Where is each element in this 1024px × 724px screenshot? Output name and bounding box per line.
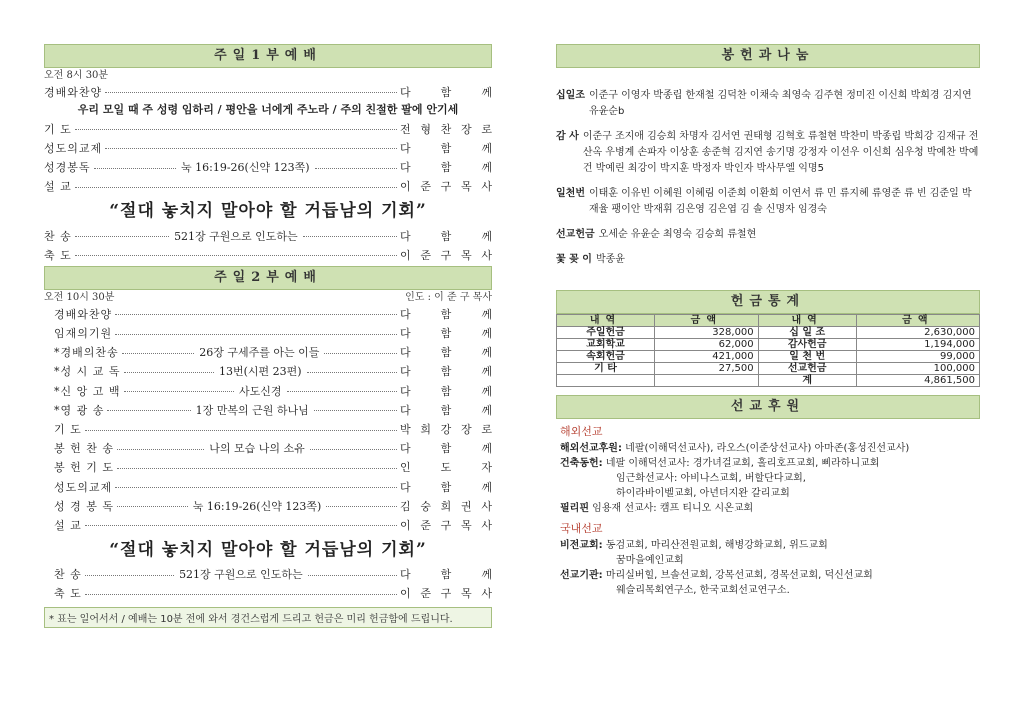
mission-text: 하이라바이벨교회, 아년더지완 갈리교회 <box>616 488 790 499</box>
dot-leader <box>115 314 397 315</box>
performer-char: 께 <box>481 85 492 99</box>
stats-row <box>557 339 980 351</box>
order-label: *성 시 교 독 <box>54 365 121 379</box>
dot-leader <box>308 575 397 576</box>
offering-names: 이준구 조지애 김승희 차명자 김서연 권태형 김혁호 류철현 박찬미 박종립 박희강 김재규 전산옥 우병계 손파자 이상훈 송준혁 김지연 송기명 강정자 이선우 이신희 심우청 박예찬 박예건 박예린 최강이 박지훈 박정자 박인자 박사무엘 익명5 <box>582 131 979 174</box>
mission-text: 네팔(이해덕선교사), 라오스(이준상선교사) 아마존(홍성진선교사) <box>625 443 910 454</box>
dot-leader <box>75 129 397 130</box>
performer-char: 함 <box>440 161 452 175</box>
dot-leader <box>315 168 398 169</box>
stats-cell: 2,630,000 <box>856 327 979 339</box>
performer-char: 도 <box>440 461 452 475</box>
dot-leader <box>303 236 397 237</box>
performer-char: 함 <box>440 480 452 494</box>
dot-leader <box>75 236 169 237</box>
performer-char: 다 <box>400 327 411 341</box>
order-performer <box>400 421 492 437</box>
stats-cell: 421,000 <box>655 351 759 363</box>
performer-char: 구 <box>440 587 452 601</box>
order-label: 기 도 <box>44 122 72 136</box>
performer-char: 함 <box>440 346 452 360</box>
stats-cell: 일 천 번 <box>758 351 856 363</box>
service1-rows-b <box>44 119 492 196</box>
dot-leader <box>85 594 397 595</box>
performer-char: 구 <box>440 518 452 532</box>
offering-category: 일천번 <box>556 188 585 199</box>
dot-leader <box>122 353 195 354</box>
stats-row <box>557 351 980 363</box>
order-label: 봉 헌 찬 송 <box>54 442 114 456</box>
order-performer <box>400 498 492 514</box>
offering-names: 이태훈 이유빈 이혜원 이혜림 이준희 이환희 이연서 류 민 류지혜 류영준 류 빈 김준일 박재율 팽이안 박재휘 김은영 김은엽 김 솔 신명자 임경숙 <box>588 188 972 215</box>
mission-text: 임근화선교사: 아비나스교회, 버할단다교회, <box>616 473 806 484</box>
service2-sermon-title: “절대 놓치지 말아야 할 거듭남의 기회” <box>109 539 427 560</box>
stats-cell: 주일헌금 <box>557 327 655 339</box>
offering-group <box>556 186 980 218</box>
offering-category: 꽃 꽂 이 <box>556 254 592 265</box>
dot-leader <box>324 353 397 354</box>
mission-line <box>556 538 980 553</box>
order-row <box>44 177 492 196</box>
order-label: 봉 헌 기 도 <box>54 461 114 475</box>
dot-leader <box>287 391 398 392</box>
order-label: 축 도 <box>54 587 82 601</box>
performer-char: 함 <box>440 141 452 155</box>
dot-leader <box>117 468 397 469</box>
offering-names: 이준구 이영자 박종립 한재철 김덕찬 이채숙 최영숙 김주현 정미진 이신희 박희경 김지연 유윤순b <box>588 90 972 117</box>
order-label: 성도의교제 <box>54 480 113 494</box>
performer-char: 준 <box>420 180 431 194</box>
performer-char: 함 <box>440 85 452 99</box>
stats-cell: 99,000 <box>856 351 979 363</box>
dot-leader <box>310 449 397 450</box>
performer-char: 다 <box>400 85 411 99</box>
mission-category: 비전교회: <box>560 540 603 551</box>
performer-char: 구 <box>440 248 452 262</box>
order-performer <box>400 325 492 341</box>
performer-char: 사 <box>481 499 492 513</box>
order-label: 경배와찬양 <box>44 85 103 99</box>
stats-cell: 십 일 조 <box>758 327 856 339</box>
service1-header: 주일1부예배 <box>44 44 492 68</box>
stats-cell: 100,000 <box>856 363 979 375</box>
dot-leader <box>117 506 188 507</box>
performer-char: 준 <box>420 248 431 262</box>
order-row <box>44 477 492 496</box>
performer-char: 다 <box>400 141 411 155</box>
dot-leader <box>85 525 397 526</box>
performer-char: 권 <box>460 499 472 513</box>
dot-leader <box>115 334 397 335</box>
order-performer <box>400 363 492 379</box>
performer-char: 함 <box>440 384 452 398</box>
performer-char: 목 <box>460 180 472 194</box>
performer-char: 장 <box>460 122 472 136</box>
performer-char: 구 <box>440 180 452 194</box>
stats-col-header: 금액 <box>655 315 759 327</box>
stats-cell: 교회학교 <box>557 339 655 351</box>
service2-header: 주일2부예배 <box>44 266 492 290</box>
dot-leader <box>117 449 204 450</box>
stats-cell <box>655 375 759 387</box>
offering-group <box>556 88 980 120</box>
order-label: 임재의기원 <box>54 327 113 341</box>
dot-leader <box>94 168 177 169</box>
mission-header: 선교후원 <box>556 395 980 419</box>
performer-char: 박 <box>400 423 411 437</box>
performer-char: 자 <box>481 461 492 475</box>
performer-char: 목 <box>460 587 472 601</box>
performer-char: 함 <box>440 327 452 341</box>
stats-col-header: 내역 <box>557 315 655 327</box>
dot-leader <box>85 575 174 576</box>
dot-leader <box>326 506 397 507</box>
order-performer <box>400 566 492 582</box>
service1-song-line: 우리 모일 때 주 성령 임하리 / 평안을 너에게 주노라 / 주의 친절한 팔에 안기세 <box>77 103 459 117</box>
dot-leader <box>105 92 397 93</box>
order-detail: 521장 구원으로 인도하는 <box>179 568 303 582</box>
order-label: 찬 송 <box>44 229 72 243</box>
performer-char: 목 <box>460 248 472 262</box>
order-label: 성도의교제 <box>44 141 103 155</box>
stats-cell: 계 <box>758 375 856 387</box>
performer-char: 함 <box>440 568 452 582</box>
performer-char: 전 <box>400 122 411 136</box>
performer-char: 다 <box>400 384 411 398</box>
offering-names: 박종윤 <box>595 254 625 265</box>
order-row <box>44 496 492 515</box>
order-row <box>44 304 492 323</box>
order-row <box>44 515 492 534</box>
order-row <box>44 119 492 138</box>
mission-text: 꿈마을예인교회 <box>616 555 684 566</box>
dot-leader <box>307 372 397 373</box>
performer-char: 다 <box>400 346 411 360</box>
stats-cell: 속회헌금 <box>557 351 655 363</box>
order-label: *신 앙 고 백 <box>54 384 121 398</box>
mission-category: 필리핀 <box>560 503 589 514</box>
performer-char: 께 <box>481 307 492 321</box>
stats-cell: 62,000 <box>655 339 759 351</box>
performer-char: 다 <box>400 568 411 582</box>
performer-char: 께 <box>481 403 492 417</box>
performer-char: 사 <box>481 587 492 601</box>
order-row <box>44 584 492 603</box>
service2-rows-end <box>44 565 492 603</box>
order-detail: 26장 구세주를 아는 이들 <box>199 346 320 360</box>
performer-char: 다 <box>400 442 411 456</box>
mission-category: 건축동헌: <box>560 458 603 469</box>
order-detail: 1장 만복의 근원 하나님 <box>195 403 309 417</box>
offering-category: 선교헌금 <box>556 229 595 240</box>
offering-group <box>556 227 980 243</box>
performer-char: 다 <box>400 403 411 417</box>
overseas-title: 해외선교 <box>560 425 603 438</box>
order-performer <box>400 344 492 360</box>
order-detail: 사도신경 <box>239 384 282 398</box>
performer-char: 함 <box>440 442 452 456</box>
order-performer <box>400 383 492 399</box>
order-detail: 나의 모습 나의 소유 <box>209 442 305 456</box>
performer-char: 께 <box>481 480 492 494</box>
performer-char: 김 <box>400 499 411 513</box>
order-row <box>44 362 492 381</box>
domestic-title: 국내선교 <box>560 522 603 535</box>
order-detail: 눅 16:19-26(신약 123쪽) <box>192 499 322 513</box>
order-row <box>44 439 492 458</box>
order-detail: 눅 16:19-26(신약 123쪽) <box>181 161 310 175</box>
order-row <box>44 343 492 362</box>
order-label: 성 경 봉 독 <box>54 499 114 513</box>
mission-line <box>556 456 980 471</box>
order-performer <box>400 306 492 322</box>
performer-char: 께 <box>481 568 492 582</box>
order-performer <box>400 402 492 418</box>
order-label: 성경봉독 <box>44 161 91 175</box>
order-detail: 521장 구원으로 인도하는 <box>174 229 298 243</box>
mission-text: 동검교회, 마리산전원교회, 해병강화교회, 위드교회 <box>605 540 828 551</box>
mission-line <box>556 553 980 568</box>
offering-category: 감 사 <box>556 131 579 142</box>
order-performer <box>400 228 492 244</box>
service1-sermon-title: “절대 놓치지 말아야 할 거듭남의 기회” <box>109 200 427 221</box>
performer-char: 께 <box>481 141 492 155</box>
offering-group <box>556 129 980 177</box>
order-performer <box>400 140 492 156</box>
performer-char: 찬 <box>440 122 452 136</box>
stats-cell: 기 타 <box>557 363 655 375</box>
order-performer <box>400 159 492 175</box>
offering-group <box>556 252 980 268</box>
order-performer <box>400 84 492 100</box>
order-performer <box>400 585 492 601</box>
performer-char: 께 <box>481 229 492 243</box>
stats-cell: 4,861,500 <box>856 375 979 387</box>
performer-char: 다 <box>400 229 411 243</box>
order-label: 설 교 <box>44 180 72 194</box>
stats-cell: 감사헌금 <box>758 339 856 351</box>
offering-category: 십일조 <box>556 90 585 101</box>
stats-row <box>557 327 980 339</box>
order-performer <box>400 178 492 194</box>
service1-rows-c <box>44 226 492 264</box>
stats-cell: 27,500 <box>655 363 759 375</box>
order-label: *경배의찬송 <box>54 346 119 360</box>
order-label: 설 교 <box>54 518 82 532</box>
order-performer <box>400 247 492 263</box>
performer-char: 함 <box>440 365 452 379</box>
service2-leader: 인도 : 이 준 구 목사 <box>405 292 492 304</box>
service2-time: 오전 10시 30분 인도 : 이 준 구 목사 <box>44 292 492 304</box>
service2-rows <box>44 304 492 534</box>
order-row <box>44 400 492 419</box>
performer-char: 께 <box>481 442 492 456</box>
performer-char: 강 <box>440 423 452 437</box>
mission-text: 웨슬리목회연구소, 한국교회선교연구소. <box>616 585 790 596</box>
order-performer <box>400 440 492 456</box>
order-row <box>44 138 492 157</box>
order-detail: 13번(시편 23편) <box>218 365 302 379</box>
performer-char: 목 <box>460 518 472 532</box>
performer-char: 께 <box>481 346 492 360</box>
performer-char: 께 <box>481 384 492 398</box>
order-row <box>44 381 492 400</box>
mission-line <box>556 501 980 516</box>
order-row <box>44 82 492 101</box>
right-column <box>556 44 980 598</box>
offering-names: 오세순 유윤순 최영숙 김승희 류철현 <box>598 229 757 240</box>
dot-leader <box>107 410 190 411</box>
order-performer <box>400 459 492 475</box>
mission-category: 선교기관: <box>560 570 603 581</box>
order-label: 찬 송 <box>54 568 82 582</box>
order-performer <box>400 517 492 533</box>
dot-leader <box>75 187 397 188</box>
overseas-list <box>556 441 980 516</box>
dot-leader <box>105 148 397 149</box>
order-row <box>44 419 492 438</box>
mission-line <box>556 486 980 501</box>
order-performer <box>400 479 492 495</box>
performer-char: 다 <box>400 307 411 321</box>
performer-char: 께 <box>481 365 492 379</box>
stats-row <box>557 363 980 375</box>
order-row <box>44 158 492 177</box>
performer-char: 사 <box>481 180 492 194</box>
performer-char: 준 <box>420 587 431 601</box>
dot-leader <box>85 430 397 431</box>
order-row <box>44 226 492 245</box>
order-row <box>44 565 492 584</box>
performer-char: 함 <box>440 307 452 321</box>
offering-list <box>556 88 980 268</box>
dot-leader <box>124 372 214 373</box>
performer-char: 희 <box>440 499 452 513</box>
performer-char: 준 <box>420 518 431 532</box>
performer-char: 다 <box>400 161 411 175</box>
performer-char: 형 <box>420 122 431 136</box>
dot-leader <box>124 391 235 392</box>
stats-cell: 328,000 <box>655 327 759 339</box>
performer-char: 함 <box>440 229 452 243</box>
stats-cell <box>557 375 655 387</box>
mission-text: 마리실버힐, 브솔선교회, 강목선교회, 경목선교회, 덕신선교회 <box>605 570 873 581</box>
dot-leader <box>75 255 397 256</box>
performer-char: 이 <box>400 518 411 532</box>
stats-cell: 선교헌금 <box>758 363 856 375</box>
mission-line <box>556 583 980 598</box>
mission-category: 해외선교후원: <box>560 443 622 454</box>
mission-line <box>556 471 980 486</box>
order-row <box>44 324 492 343</box>
performer-char: 함 <box>440 403 452 417</box>
domestic-list <box>556 538 980 598</box>
mission-line <box>556 441 980 456</box>
order-row <box>44 245 492 264</box>
stats-row <box>557 375 980 387</box>
performer-char: 인 <box>400 461 411 475</box>
order-performer <box>400 121 492 137</box>
service1-rows-a <box>44 82 492 101</box>
order-label: *영 광 송 <box>54 403 105 417</box>
performer-char: 사 <box>481 248 492 262</box>
stats-table <box>556 314 980 387</box>
performer-char: 장 <box>460 423 472 437</box>
performer-char: 희 <box>420 423 431 437</box>
order-label: 축 도 <box>44 248 72 262</box>
performer-char: 께 <box>481 161 492 175</box>
left-column <box>44 44 492 628</box>
footnote: * 표는 일어서서 / 예배는 10분 전에 와서 경건스럽게 드리고 헌금은 미리 헌금함에 드립니다. <box>44 607 492 628</box>
dot-leader <box>115 487 397 488</box>
performer-char: 께 <box>481 327 492 341</box>
mission-line <box>556 568 980 583</box>
mission-text: 임용재 선교사: 캠프 티니오 시온교회 <box>592 503 754 514</box>
stats-col-header: 내역 <box>758 315 856 327</box>
performer-char: 로 <box>481 122 492 136</box>
dot-leader <box>314 410 397 411</box>
stats-col-header: 금액 <box>856 315 979 327</box>
stats-header: 헌금통계 <box>556 290 980 314</box>
service1-time: 오전 8시 30분 <box>44 70 109 81</box>
performer-char: 이 <box>400 248 411 262</box>
order-label: 경배와찬양 <box>54 307 113 321</box>
performer-char: 사 <box>481 518 492 532</box>
offering-header: 봉헌과나눔 <box>556 44 980 68</box>
performer-char: 다 <box>400 480 411 494</box>
order-label: 기 도 <box>54 423 82 437</box>
performer-char: 이 <box>400 180 411 194</box>
performer-char: 로 <box>481 423 492 437</box>
stats-cell: 1,194,000 <box>856 339 979 351</box>
mission-text: 네팔 이해덕선교사: 경가녀걸교회, 홀리호프교회, 삐라하니교회 <box>605 458 880 469</box>
performer-char: 다 <box>400 365 411 379</box>
performer-char: 이 <box>400 587 411 601</box>
performer-char: 숭 <box>420 499 431 513</box>
order-row <box>44 458 492 477</box>
